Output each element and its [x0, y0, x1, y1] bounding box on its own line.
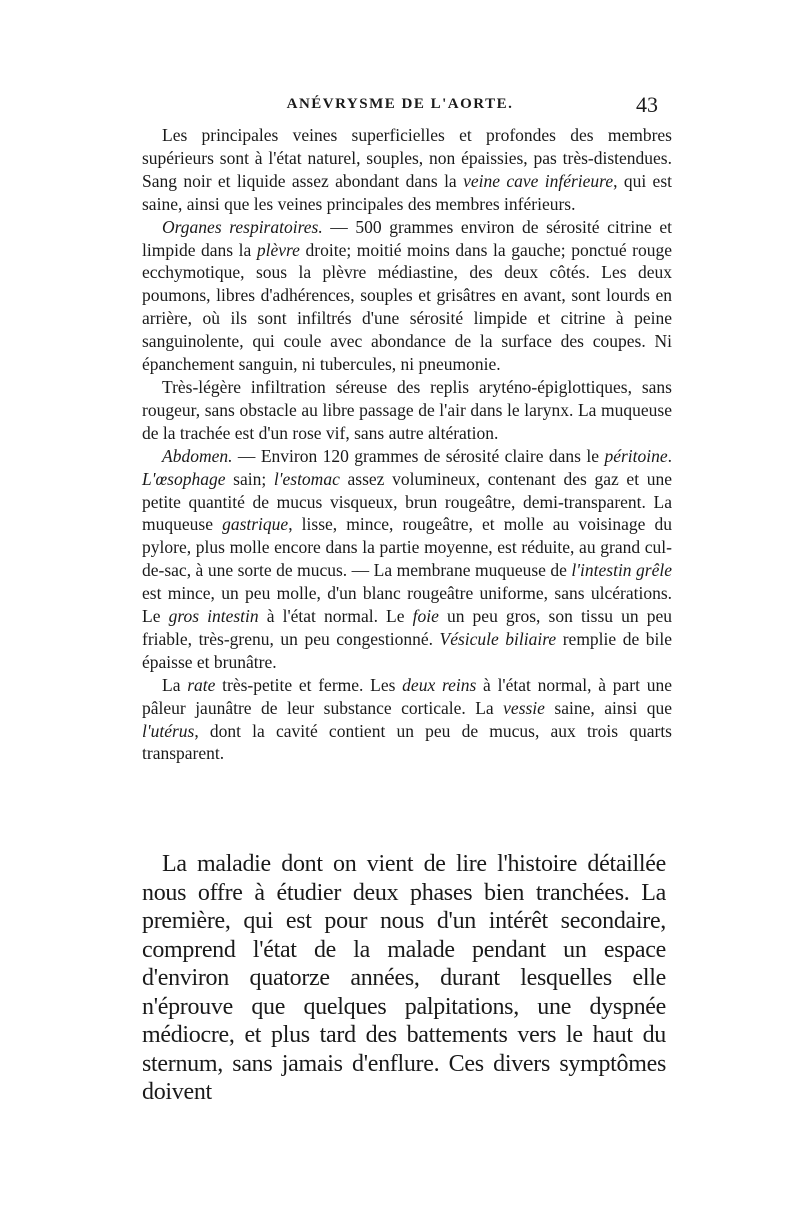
italic-term: péritoine	[604, 445, 668, 466]
italic-term: Organes respiratoires.	[162, 216, 323, 237]
text-run: Très-légère infiltration séreuse des replis aryténo-épiglottiques, sans rougeur, sans obstacle au libre passage de l'air dans le larynx. La muqueuse de la trachée est d'un rose vif, sans autre altération.	[142, 376, 672, 443]
text-run: La maladie dont on vient de lire l'histoire détaillée nous offre à étudier deux phases bien tranchées. La première, qui est pour nous d'un intérêt secondaire, comprend l'état de la malade pendant un espace d'environ quatorze années, durant lesquelles elle n'éprouve que quelques palpitations, une dyspnée médiocre, et plus tard des battements vers le haut du sternum, sans jamais d'enflure. Ces divers symptômes doivent	[142, 851, 666, 1105]
italic-term: L'œsophage	[142, 468, 226, 489]
paragraph-abdomen	[142, 445, 672, 674]
italic-term: Abdomen.	[162, 445, 233, 466]
text-run: — Environ 120 grammes de sérosité claire dans le	[232, 445, 605, 466]
text-run: sain;	[225, 468, 274, 489]
italic-term: veine cave inférieure	[463, 170, 614, 191]
paragraph-maladie	[142, 850, 666, 1107]
italic-term: gros intestin	[168, 606, 259, 627]
text-run: , dont la cavité contient un peu de mucus, aux trois quarts transparent.	[142, 720, 672, 764]
text-run: .	[667, 445, 672, 466]
text-run: , qui est saine, ainsi que les veines principales des membres inférieurs.	[142, 170, 672, 214]
text-run: un peu gros, son tissu un peu friable, très-grenu, un peu congestionné.	[142, 606, 672, 649]
text-run: très-petite et ferme. Les	[215, 674, 403, 695]
paragraph-larynx	[142, 376, 672, 445]
running-head	[142, 92, 658, 116]
text-run: à l'état normal, à part une pâleur jaunâtre de leur substance corticale. La	[142, 674, 672, 718]
text-run: — 500 grammes environ de sérosité citrine et limpide dans la	[142, 216, 673, 260]
italic-term: vessie	[503, 697, 545, 718]
text-run: Les principales veines superficielles et profondes des membres supérieurs sont à l'état naturel, souples, non épaissies, pas très-distendues. Sang noir et liquide assez abondant dans la	[142, 125, 672, 191]
text-run: est mince, un peu molle, d'un blanc rougeâtre uniforme, sans ulcérations. Le	[142, 583, 672, 627]
italic-term: gastrique	[222, 514, 289, 535]
text-run: remplie de bile épaisse et brunâtre.	[142, 628, 672, 672]
italic-term: deux reins	[402, 674, 477, 695]
italic-term: plèvre	[256, 239, 300, 260]
italic-term: l'utérus	[142, 720, 195, 741]
italic-term: l'intestin grêle	[571, 560, 673, 581]
italic-term: l'estomac	[273, 468, 340, 489]
paragraph-respiratory-organs	[142, 216, 672, 376]
italic-term: rate	[187, 674, 216, 695]
text-run: droite; moitié moins dans la gauche; ponctué rouge ecchymotique, sous la plèvre médiastine, des deux côtés. Les deux poumons, libres d'adhérences, souples et grisâtres en avant, sont lourds en arrière, où ils sont infiltrés d'une sérosité limpide et citrine à peine sanguinolente, qui coule avec abondance de la surface des coupes. Ni épanchement sanguin, ni tubercules, ni pneumonie.	[142, 239, 672, 375]
text-run: , lisse, mince, rougeâtre, et molle au voisinage du pylore, plus molle encore dans la partie moyenne, est réduite, au grand cul-de-sac, à une sorte de mucus. — La membrane muqueuse de	[142, 514, 672, 581]
italic-term: Vésicule biliaire	[439, 628, 557, 649]
text-run: assez volumineux, contenant des gaz et une petite quantité de mucus visqueux, brun rougeâtre, demi-transparent. La muqueuse	[142, 468, 672, 535]
paragraph-veines	[142, 124, 672, 216]
paragraph-rate-reins	[142, 674, 672, 766]
running-title: ANÉVRYSME DE L'AORTE.	[286, 96, 514, 112]
discussion-text	[142, 850, 666, 1107]
text-run: La	[162, 674, 188, 695]
italic-term: foie	[412, 606, 439, 627]
autopsy-text	[142, 124, 672, 765]
text-run: à l'état normal. Le	[258, 606, 413, 627]
page-number: 43	[636, 92, 658, 117]
text-run: saine, ainsi que	[544, 697, 672, 718]
